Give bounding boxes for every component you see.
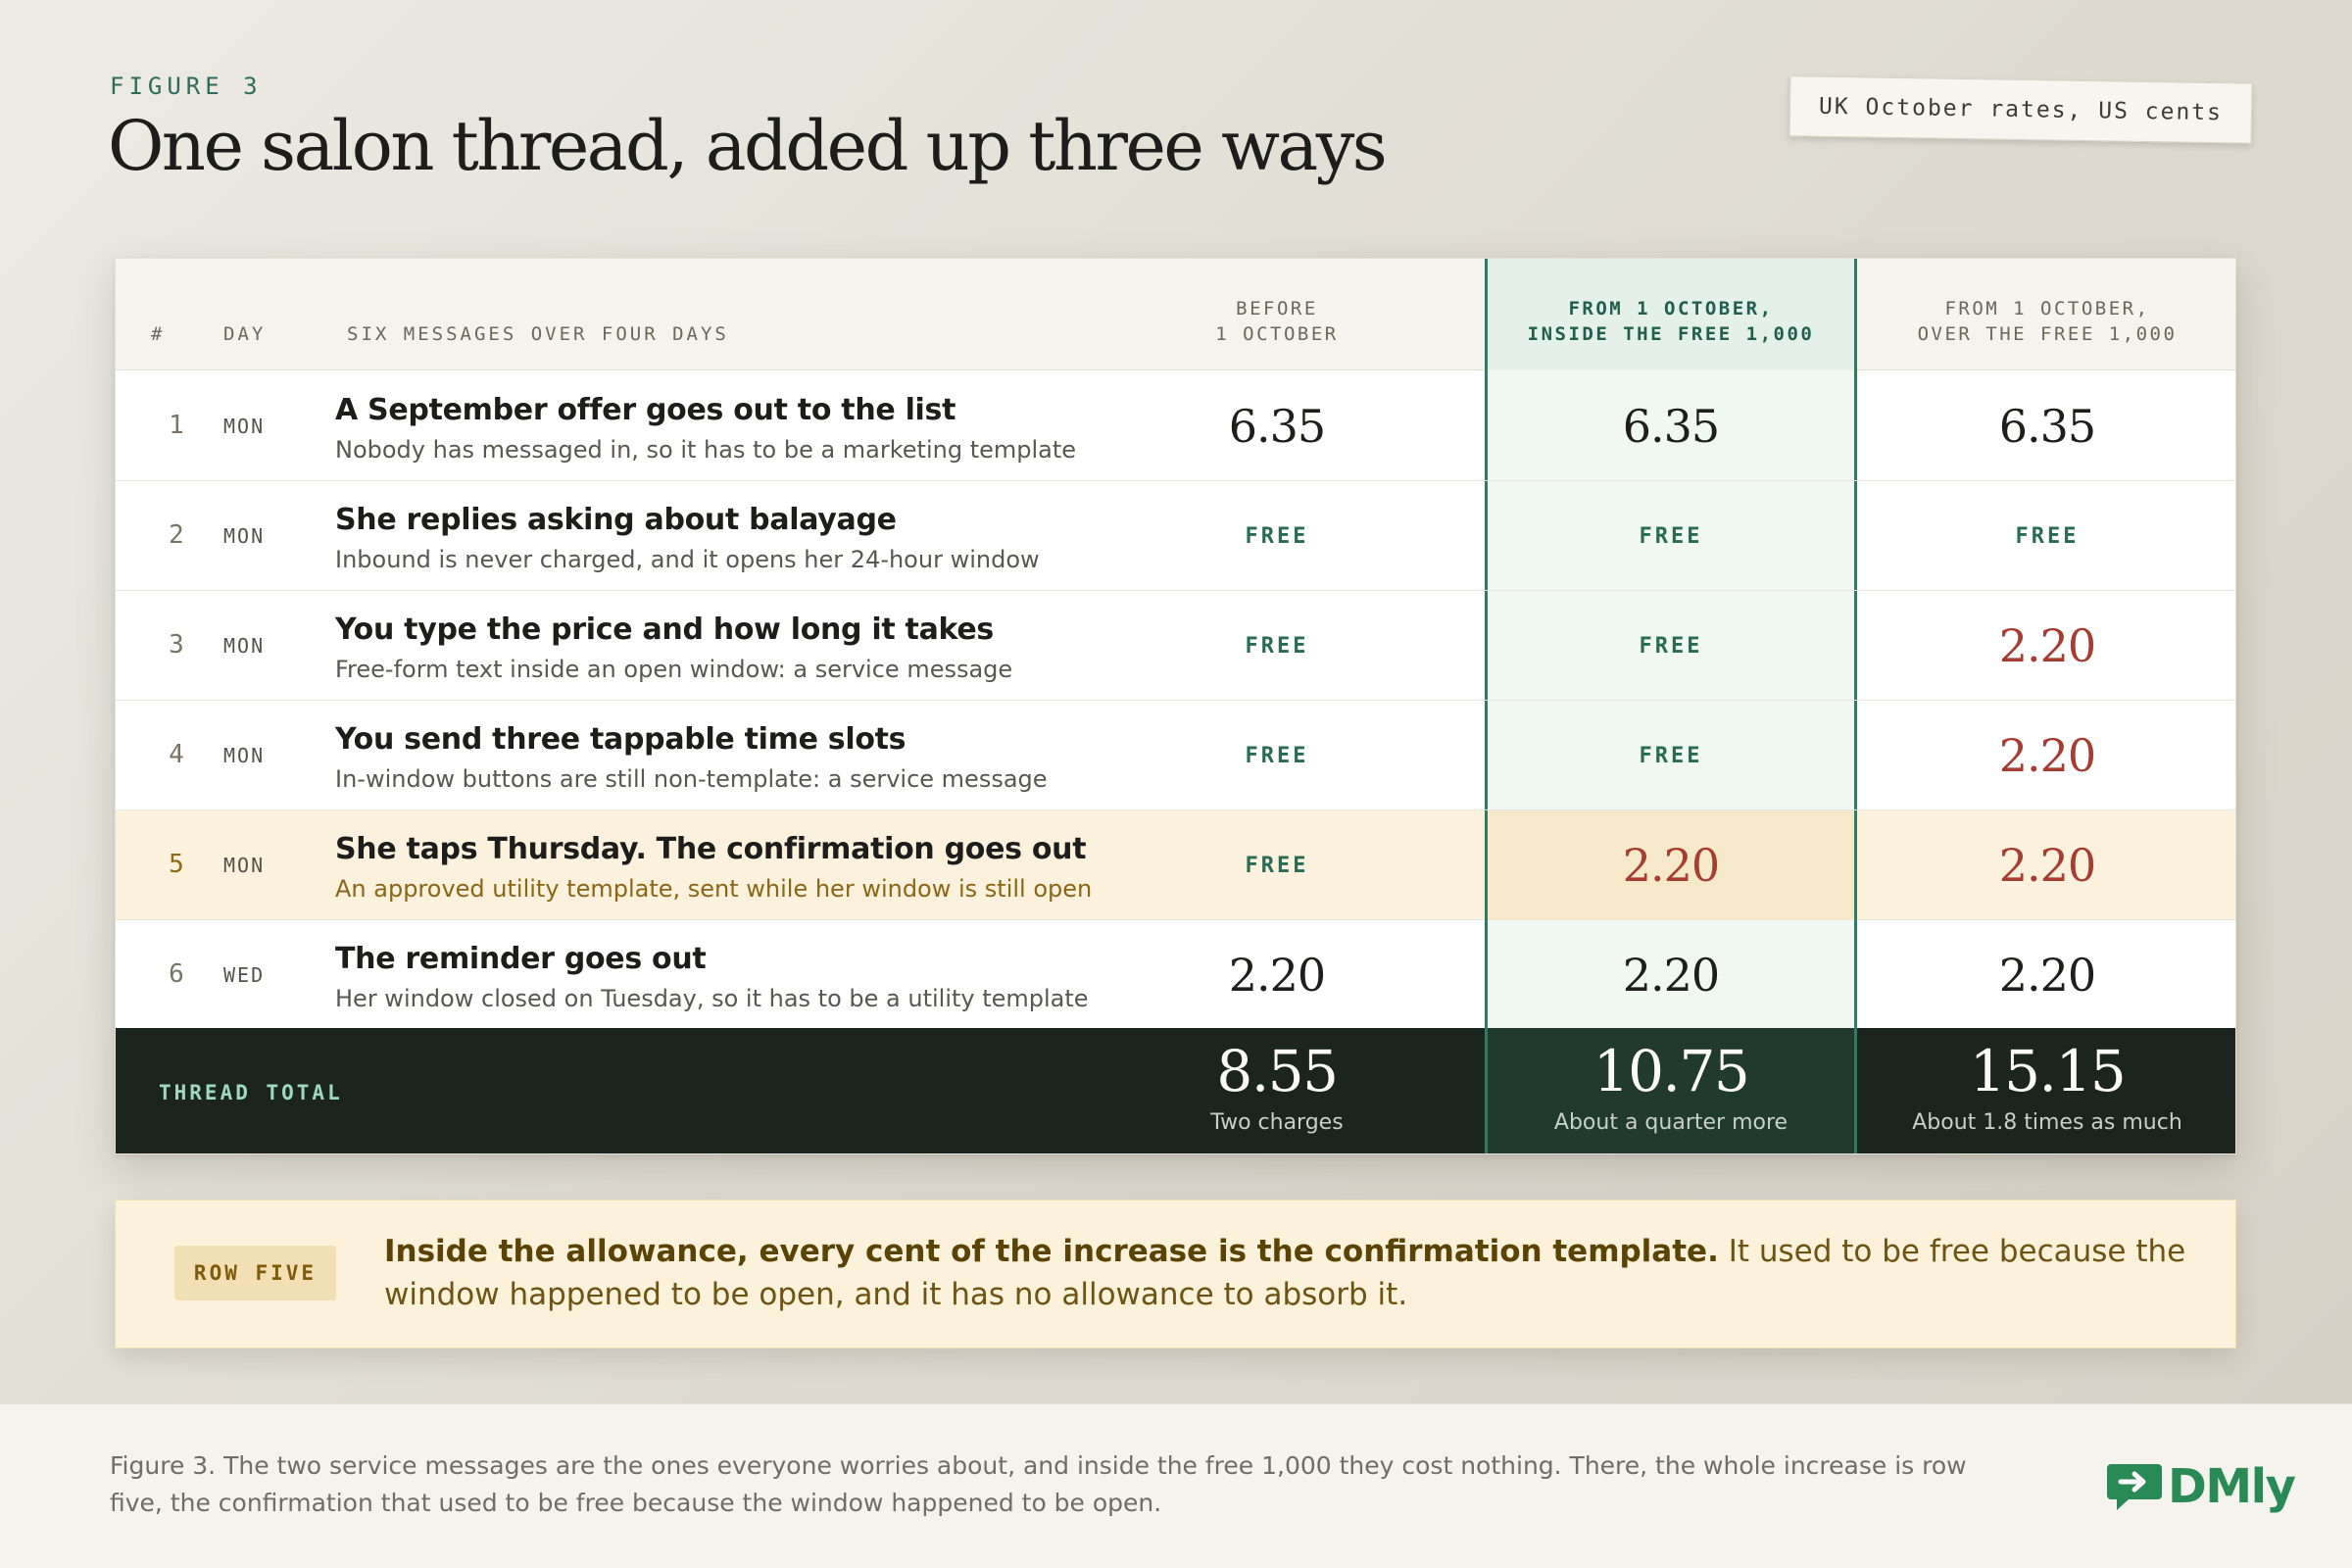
cost-cell (1485, 591, 1857, 701)
cost-value: FREE (1639, 743, 1703, 768)
cost-value: 6.35 (1998, 400, 2096, 453)
header-messages: SIX MESSAGES OVER FOUR DAYS (347, 323, 729, 345)
table-row (116, 920, 2235, 1030)
callout-text (384, 1230, 2197, 1316)
cost-cell (1857, 481, 2236, 591)
callout-bold: Inside the allowance, every cent of the increase is the confirmation template. (384, 1234, 1719, 1269)
row-day: MON (223, 854, 266, 877)
cost-cell (1096, 591, 1458, 701)
dmly-logo (2105, 1459, 2294, 1514)
cost-cell (1857, 701, 2236, 810)
total-value: 15.15 (1969, 1038, 2126, 1104)
cost-value: 2.20 (1622, 949, 1720, 1002)
row-title: A September offer goes out to the list (335, 393, 956, 427)
row-day: MON (223, 634, 266, 658)
cost-cell (1096, 810, 1458, 920)
row-day: MON (223, 415, 266, 438)
cost-cell (1485, 481, 1857, 591)
header-over-free: FROM 1 OCTOBER, OVER THE FREE 1,000 (1917, 298, 2178, 345)
callout-rest: It used to be free because the window happened to be open, and it has no allowance to absorb it. (384, 1234, 2186, 1312)
figure-label: FIGURE 3 (110, 73, 263, 100)
cost-value: FREE (1245, 743, 1309, 768)
chat-arrow-icon (2105, 1460, 2164, 1513)
footer (0, 1403, 2352, 1568)
row-title: She replies asking about balayage (335, 503, 897, 537)
cost-cell (1096, 701, 1458, 810)
row-subtitle: Nobody has messaged in, so it has to be a marketing template (335, 436, 1077, 464)
thread-total-row (116, 1028, 2235, 1154)
row-subtitle: Her window closed on Tuesday, so it has to be a utility template (335, 985, 1089, 1012)
cost-value: 6.35 (1228, 400, 1326, 453)
header-before-october: BEFORE 1 OCTOBER (1215, 298, 1339, 345)
row-day: MON (223, 524, 266, 548)
table-row (116, 481, 2235, 591)
row-title: You type the price and how long it takes (335, 612, 994, 647)
cost-value: 6.35 (1622, 400, 1720, 453)
cost-value: 2.20 (1228, 949, 1326, 1002)
row-title: She taps Thursday. The confirmation goes out (335, 832, 1087, 866)
total-note: Two charges (1210, 1110, 1344, 1135)
table-row (116, 591, 2235, 701)
cost-value: FREE (1245, 633, 1309, 659)
total-note: About a quarter more (1553, 1110, 1788, 1135)
cost-cell (1857, 591, 2236, 701)
total-note: About 1.8 times as much (1912, 1110, 2182, 1135)
cost-value: FREE (2015, 523, 2080, 549)
total-over-free (1857, 1028, 2236, 1154)
cost-cell (1096, 371, 1458, 481)
row-number: 2 (169, 520, 184, 550)
cost-value: FREE (1245, 853, 1309, 878)
row-number: 4 (169, 740, 184, 769)
logo-wordmark: DMly (2168, 1459, 2295, 1514)
cost-cell (1485, 701, 1857, 810)
cost-cell (1857, 810, 2236, 920)
rate-tag: UK October rates, US cents (1789, 75, 2253, 143)
row-number: 3 (169, 630, 184, 660)
total-value: 8.55 (1216, 1038, 1338, 1104)
row-subtitle: An approved utility template, sent while her window is still open (335, 875, 1093, 903)
header-num: # (151, 323, 166, 345)
cost-cell (1485, 371, 1857, 481)
row-subtitle: Free-form text inside an open window: a service message (335, 656, 1013, 683)
cost-value: FREE (1639, 633, 1703, 659)
cost-cell (1096, 481, 1458, 591)
cost-value: FREE (1245, 523, 1309, 549)
row-number: 6 (169, 959, 184, 989)
header-inside-free: FROM 1 OCTOBER, INSIDE THE FREE 1,000 (1527, 298, 1815, 345)
total-value: 10.75 (1592, 1038, 1749, 1104)
cost-cell (1485, 810, 1857, 920)
cost-value: 2.20 (1998, 729, 2096, 782)
cost-cell (1096, 920, 1458, 1030)
total-label: THREAD TOTAL (159, 1081, 343, 1104)
table-row (116, 701, 2235, 810)
row-subtitle: Inbound is never charged, and it opens her 24-hour window (335, 546, 1040, 573)
table-row (116, 810, 2235, 920)
cost-cell (1485, 920, 1857, 1030)
page-title: One salon thread, added up three ways (108, 106, 1386, 186)
total-inside-free (1485, 1028, 1857, 1154)
row-five-callout (115, 1200, 2236, 1348)
cost-cell (1857, 920, 2236, 1030)
pricing-table (115, 258, 2236, 1154)
row-title: The reminder goes out (335, 942, 707, 976)
row-subtitle: In-window buttons are still non-template: a service message (335, 765, 1048, 793)
total-before-october (1096, 1028, 1458, 1154)
cost-value: FREE (1639, 523, 1703, 549)
cost-value: 2.20 (1998, 949, 2096, 1002)
cost-value: 2.20 (1998, 839, 2096, 892)
table-header (116, 259, 2235, 370)
cost-value: 2.20 (1622, 839, 1720, 892)
row-day: WED (223, 963, 266, 987)
cost-value: 2.20 (1998, 619, 2096, 672)
callout-pill: ROW FIVE (174, 1246, 336, 1300)
cost-cell (1857, 371, 2236, 481)
row-number: 1 (169, 411, 184, 440)
header-day: DAY (223, 323, 267, 345)
row-day: MON (223, 744, 266, 767)
table-row (116, 371, 2235, 481)
row-number: 5 (169, 850, 184, 879)
row-title: You send three tappable time slots (335, 722, 906, 757)
figure-caption: Figure 3. The two service messages are the ones everyone worries about, and inside the free 1,000 they cost nothing. There, the whole increase is row five, the confirmation that used to be free because the window happened to be open. (110, 1451, 1967, 1517)
